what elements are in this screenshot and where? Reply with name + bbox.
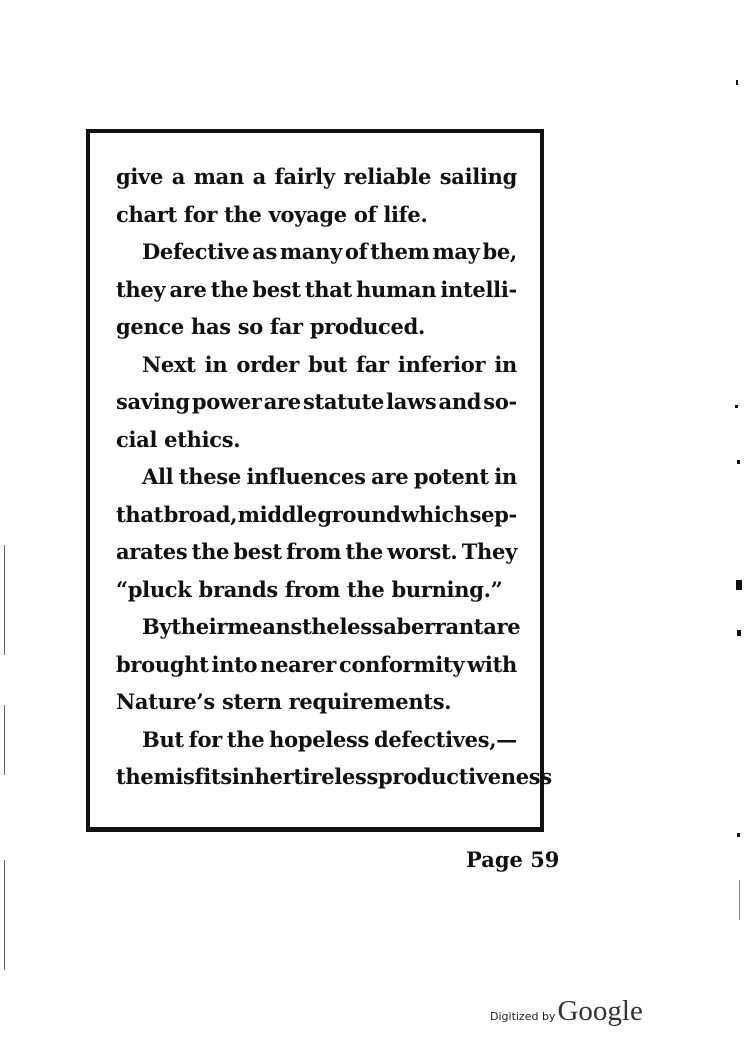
text-line: they are the best that human intelli- — [116, 276, 517, 302]
text-line: By their means the less aberrant are — [142, 614, 521, 639]
page-text — [116, 158, 552, 796]
page-number: Page 59 — [466, 847, 560, 872]
scan-speck — [737, 460, 740, 464]
scan-speck — [737, 833, 740, 837]
text-line: arates the best from the worst. They — [116, 539, 517, 564]
scan-edge-line — [4, 860, 5, 970]
text-line: the misfits in her tireless productiveness — [116, 764, 552, 789]
text-line: Next in order but far inferior in — [142, 351, 517, 377]
scan-speck — [736, 80, 738, 85]
text-line: Defective as many of them may be, — [142, 239, 517, 264]
digitized-watermark — [490, 995, 643, 1028]
text-line: All these influences are potent in — [142, 464, 517, 489]
text-line: cial ethics. — [116, 426, 241, 452]
scan-edge-line — [4, 545, 5, 655]
text-line: saving power are statute laws and so- — [116, 389, 517, 414]
digitized-prefix: Digitized by — [490, 1010, 556, 1023]
text-line: brought into nearer conformity with — [116, 651, 517, 677]
text-line: But for the hopeless defectives,— — [142, 726, 517, 752]
scan-speck — [736, 580, 742, 590]
text-line: Nature’s stern requirements. — [116, 689, 452, 714]
google-logo: Google — [557, 995, 643, 1027]
text-line: chart for the voyage of life. — [116, 201, 428, 227]
text-line: “pluck brands from the burning.” — [116, 576, 503, 602]
text-line: that broad, middle ground which sep- — [116, 501, 517, 527]
scan-speck — [735, 405, 738, 408]
text-line: gence has so far produced. — [116, 314, 425, 339]
text-line: give a man a fairly reliable sailing — [116, 164, 517, 189]
scan-edge-line — [739, 880, 740, 920]
scan-edge-line — [4, 705, 5, 775]
scan-speck — [737, 630, 741, 636]
